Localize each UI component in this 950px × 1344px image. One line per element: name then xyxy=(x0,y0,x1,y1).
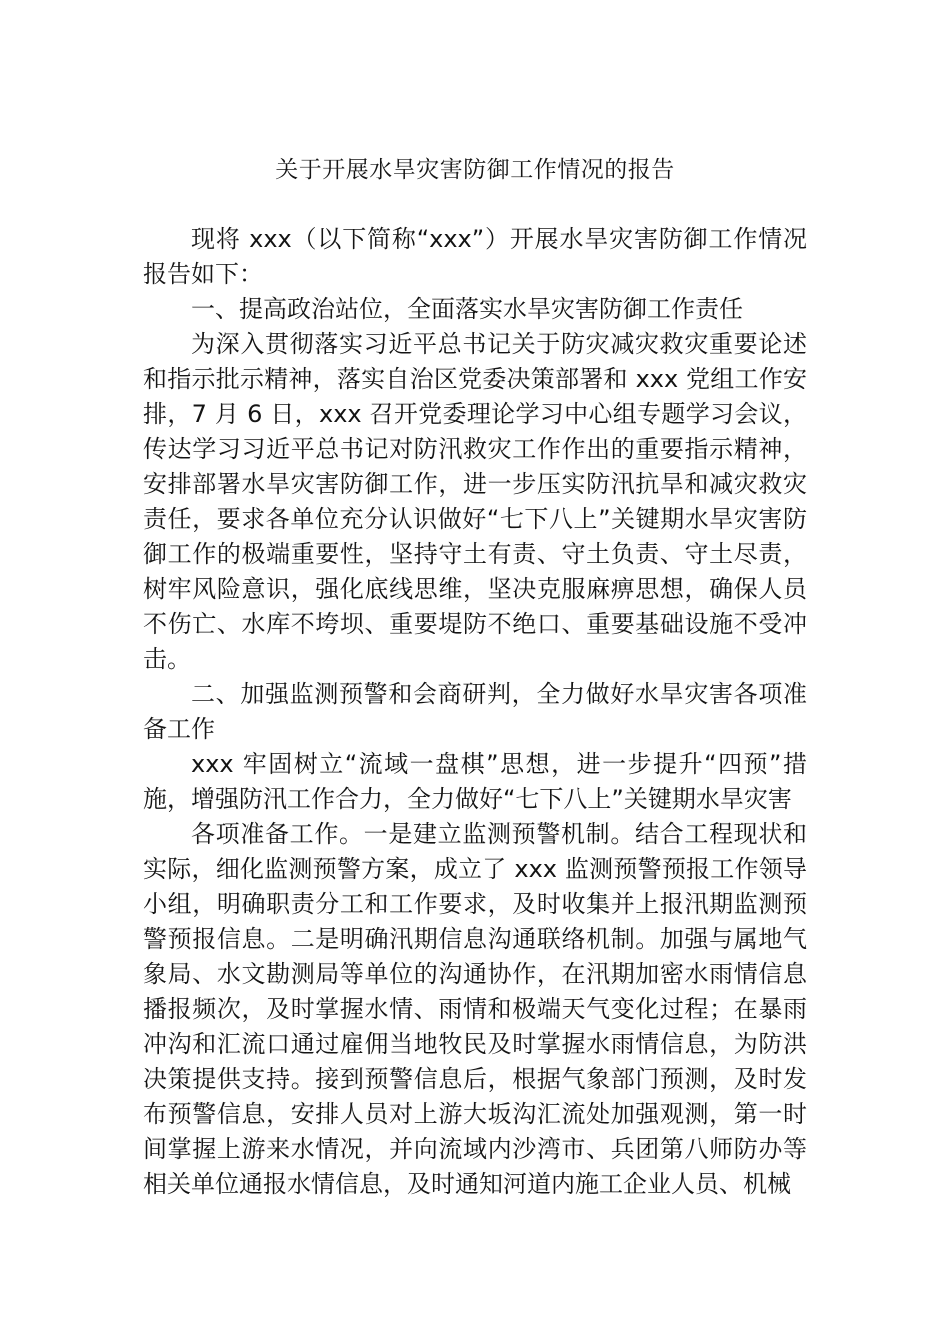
intro-paragraph: 现将 xxx（以下简称“xxx”）开展水旱灾害防御工作情况报告如下： xyxy=(143,225,807,288)
section-1-paragraph: 为深入贯彻落实习近平总书记关于防灾减灾救灾重要论述和指示批示精神，落实自治区党委决策部署和 xxx 党组工作安排，7 月 6 日，xxx 召开党委理论学习中心组专题学习会议，传达学习习近平总书记对防汛救灾工作作出的重要指示精神，安排部署水旱灾害防御工作，进一步压实防汛抗旱和减灾救灾责任，要求各单位充分认识做好“七下八上”关键期水旱灾害防御工作的极端重要性，坚持守土有责、守土负责、守土尽责，树牢风险意识，强化底线思维，坚决克服麻痹思想，确保人员不伤亡、水库不垮坝、重要堤防不绝口、重要基础设施不受冲击。 xyxy=(143,330,807,673)
section-heading-2: 二、加强监测预警和会商研判，全力做好水旱灾害各项准备工作 xyxy=(143,680,807,743)
section-heading-1: 一、提高政治站位，全面落实水旱灾害防御工作责任 xyxy=(191,295,743,323)
section-2-paragraph-2: 各项准备工作。一是建立监测预警机制。结合工程现状和实际，细化监测预警方案，成立了 xxx 监测预警预报工作领导小组，明确职责分工和工作要求，及时收集并上报汛期监测预警预报信息。二是明确汛期信息沟通联络机制。加强与属地气象局、水文勘测局等单位的沟通协作，在汛期加密水雨情信息播报频次，及时掌握水情、雨情和极端天气变化过程；在暴雨冲沟和汇流口通过雇佣当地牧民及时掌握水雨情信息，为防洪决策提供支持。接到预警信息后，根据气象部门预测，及时发布预警信息，安排人员对上游大坂沟汇流处加强观测，第一时间掌握上游来水情况，并向流域内沙湾市、兵团第八师防办等相关单位通报水情信息，及时通知河道内施工企业人员、机械 xyxy=(143,820,807,1198)
document-body xyxy=(143,222,807,1202)
section-2-paragraph-1: xxx 牢固树立“流域一盘棋”思想，进一步提升“四预”措施，增强防汛工作合力，全力做好“七下八上”关键期水旱灾害 xyxy=(143,750,807,813)
document-title: 关于开展水旱灾害防御工作情况的报告 xyxy=(275,157,675,183)
